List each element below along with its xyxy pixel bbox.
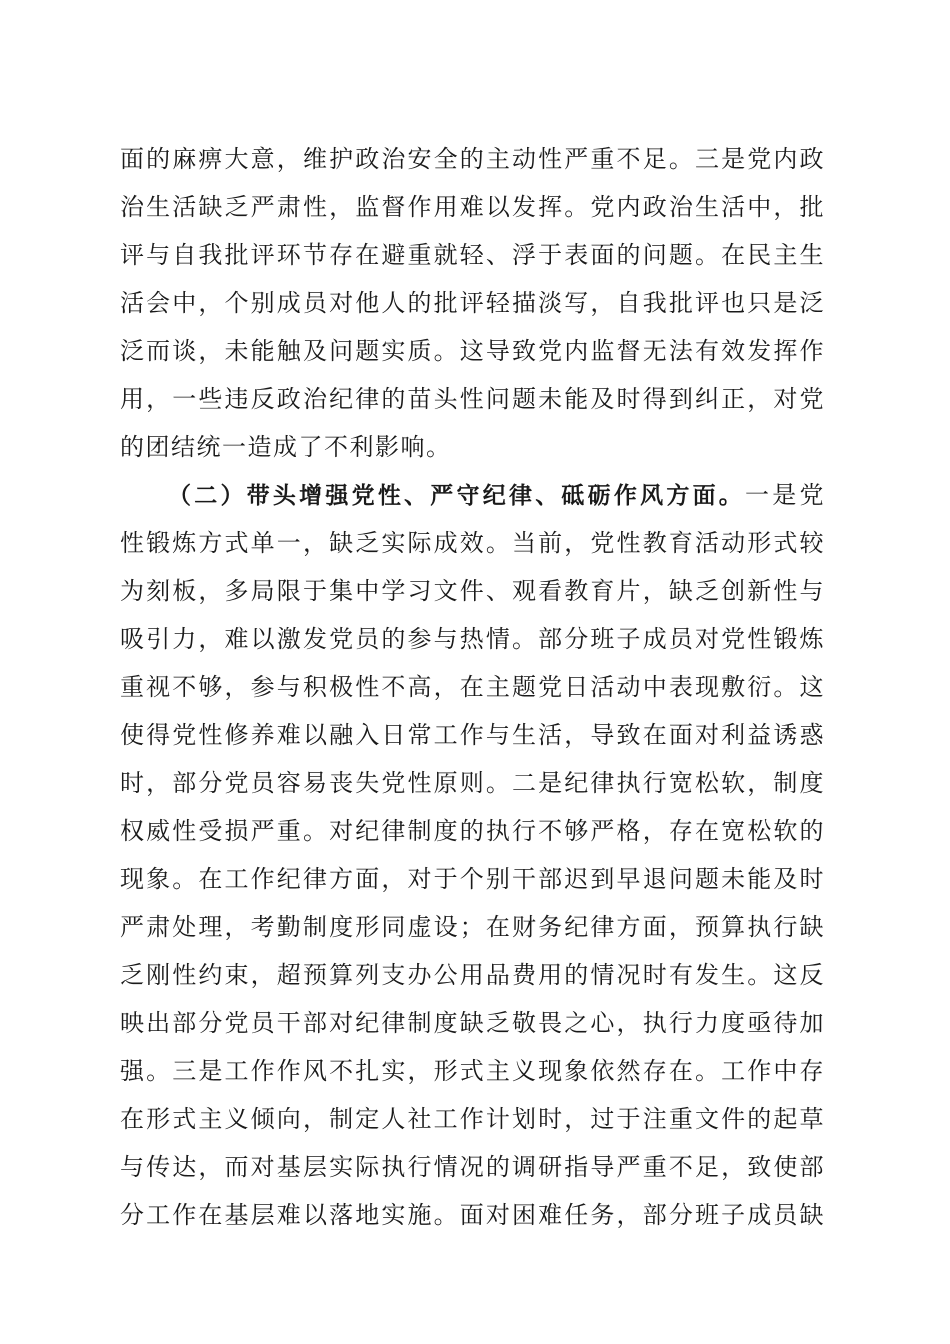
- paragraph-line: 治生活缺乏严肃性，监督作用难以发挥。党内政治生活中，批: [120, 193, 824, 221]
- paragraph-line: 在形式主义倾向，制定人社工作计划时，过于注重文件的起草: [120, 1105, 824, 1133]
- paragraph-line: 乏刚性约束，超预算列支办公用品费用的情况时有发生。这反: [120, 961, 824, 989]
- paragraph-line: 映出部分党员干部对纪律制度缺乏敬畏之心，执行力度亟待加: [120, 1009, 824, 1037]
- section-heading-rest: 一是党: [745, 481, 825, 509]
- section-heading-line: [168, 473, 824, 517]
- paragraph-line: 用，一些违反政治纪律的苗头性问题未能及时得到纠正，对党: [120, 385, 824, 413]
- paragraph-line: 的团结统一造成了不利影响。: [120, 433, 452, 461]
- paragraph-line: 为刻板，多局限于集中学习文件、观看教育片，缺乏创新性与: [120, 577, 824, 605]
- paragraph-line: 权威性受损严重。对纪律制度的执行不够严格，存在宽松软的: [120, 817, 824, 845]
- paragraph-line: 使得党性修养难以融入日常工作与生活，导致在面对利益诱惑: [120, 721, 824, 749]
- paragraph-line: 吸引力，难以激发党员的参与热情。部分班子成员对党性锻炼: [120, 625, 824, 653]
- paragraph-line: 强。三是工作作风不扎实，形式主义现象依然存在。工作中存: [120, 1057, 824, 1085]
- paragraph-line: 与传达，而对基层实际执行情况的调研指导严重不足，致使部: [120, 1153, 824, 1181]
- paragraph-line: 重视不够，参与积极性不高，在主题党日活动中表现敷衍。这: [120, 673, 824, 701]
- paragraph-line: 性锻炼方式单一，缺乏实际成效。当前，党性教育活动形式较: [120, 529, 824, 557]
- paragraph-line: 分工作在基层难以落地实施。面对困难任务，部分班子成员缺: [120, 1201, 824, 1229]
- paragraph-line: 面的麻痹大意，维护政治安全的主动性严重不足。三是党内政: [120, 145, 824, 173]
- paragraph-line: 活会中，个别成员对他人的批评轻描淡写，自我批评也只是泛: [120, 289, 824, 317]
- section-heading: （二）带头增强党性、严守纪律、砥砺作风方面。: [168, 483, 746, 509]
- paragraph-line: 时，部分党员容易丧失党性原则。二是纪律执行宽松软，制度: [120, 769, 824, 797]
- paragraph-line: 评与自我批评环节存在避重就轻、浮于表面的问题。在民主生: [120, 241, 824, 269]
- paragraph-line: 现象。在工作纪律方面，对于个别干部迟到早退问题未能及时: [120, 865, 824, 893]
- paragraph-line: 泛而谈，未能触及问题实质。这导致党内监督无法有效发挥作: [120, 337, 824, 365]
- paragraph-line: 严肃处理，考勤制度形同虚设；在财务纪律方面，预算执行缺: [120, 913, 824, 941]
